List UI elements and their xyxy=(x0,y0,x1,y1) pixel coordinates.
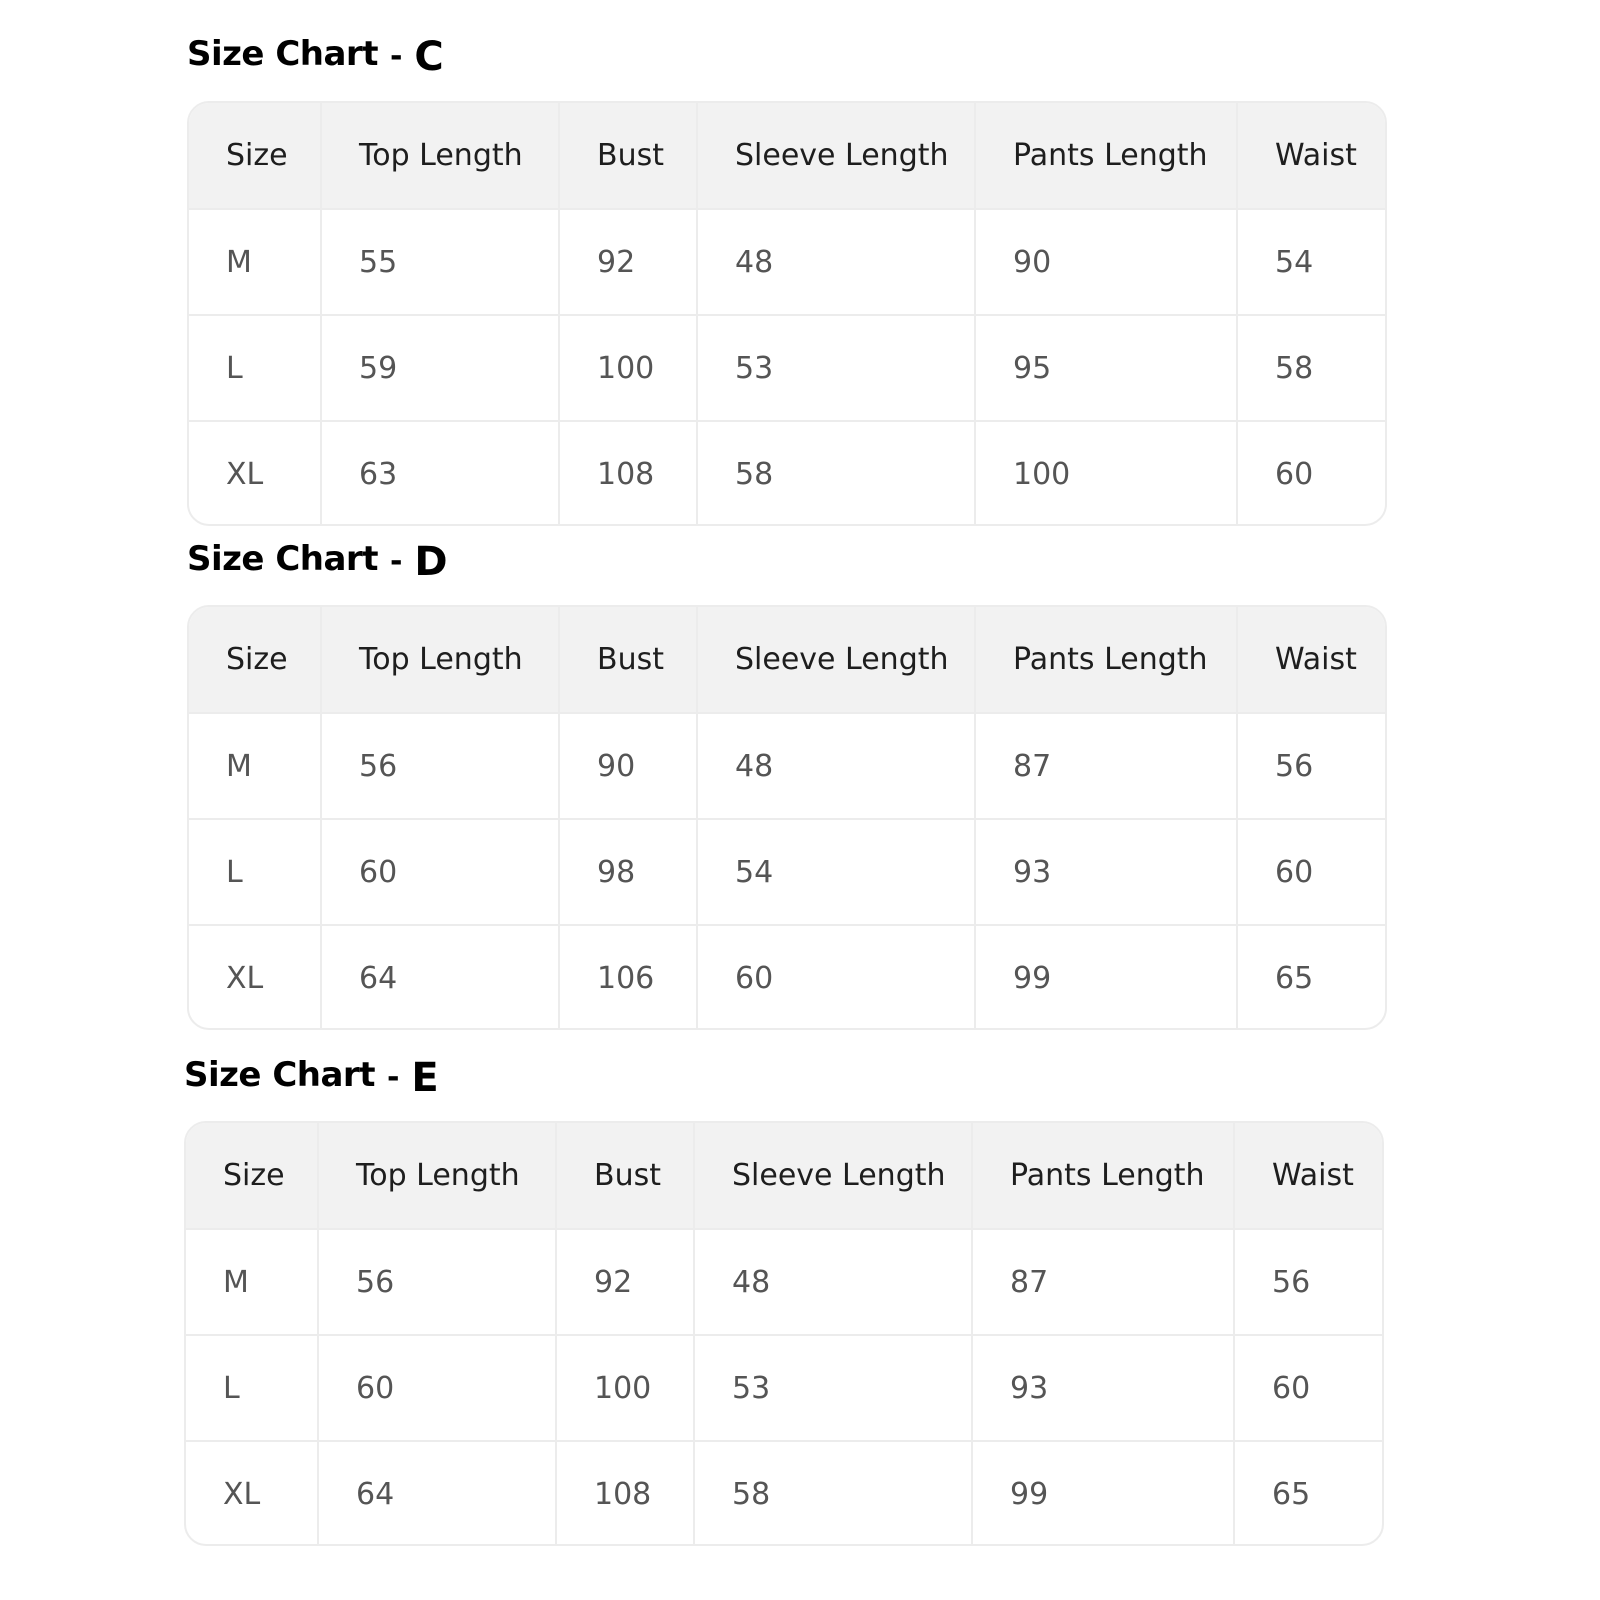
table-header-row xyxy=(186,1123,1384,1229)
cell-waist: 60 xyxy=(1275,457,1314,492)
cell-sleeve-length: 53 xyxy=(694,1335,972,1441)
cell-bust: 92 xyxy=(556,1229,694,1335)
chart-title xyxy=(187,22,444,80)
chart-title-separator: - xyxy=(389,544,403,579)
header-waist: Waist xyxy=(1237,103,1387,209)
table-header-row xyxy=(189,607,1387,713)
cell-size: L xyxy=(189,315,321,421)
cell-waist: 65 xyxy=(1275,961,1314,996)
table-header-row xyxy=(189,103,1387,209)
header-size: Size xyxy=(189,103,321,209)
header-sleeve-length: Sleeve Length xyxy=(697,607,975,713)
cell-waist: 65 xyxy=(1272,1477,1311,1512)
table-row xyxy=(186,1335,1384,1441)
cell-pants-length: 87 xyxy=(975,713,1237,819)
header-sleeve-length: Sleeve Length xyxy=(697,103,975,209)
cell-waist: 58 xyxy=(1237,315,1387,421)
cell-size: M xyxy=(189,713,321,819)
cell-sleeve-length: 60 xyxy=(697,925,975,1030)
cell-top-length: 56 xyxy=(318,1229,556,1335)
cell-sleeve-length: 53 xyxy=(697,315,975,421)
cell-waist: 60 xyxy=(1234,1335,1384,1441)
header-top-length: Top Length xyxy=(321,103,559,209)
size-table xyxy=(187,605,1387,1030)
cell-pants-length: 93 xyxy=(975,819,1237,925)
cell-size: L xyxy=(186,1335,318,1441)
cell-top-length: 60 xyxy=(318,1335,556,1441)
cell-waist: 56 xyxy=(1237,713,1387,819)
cell-bust: 100 xyxy=(559,315,697,421)
header-bust: Bust xyxy=(556,1123,694,1229)
chart-title-text: Size Chart xyxy=(187,539,378,579)
header-bust: Bust xyxy=(559,607,697,713)
cell-bust: 100 xyxy=(556,1335,694,1441)
cell-sleeve-length: 58 xyxy=(694,1441,972,1546)
cell-bust: 98 xyxy=(559,819,697,925)
cell-top-length: 64 xyxy=(318,1441,556,1546)
cell-pants-length: 95 xyxy=(975,315,1237,421)
cell-top-length: 55 xyxy=(321,209,559,315)
table-row xyxy=(186,1441,1384,1546)
cell-pants-length: 87 xyxy=(972,1229,1234,1335)
header-size: Size xyxy=(186,1123,318,1229)
cell-sleeve-length: 54 xyxy=(697,819,975,925)
cell-top-length: 56 xyxy=(321,713,559,819)
cell-pants-length: 93 xyxy=(972,1335,1234,1441)
cell-size: XL xyxy=(186,1441,318,1546)
header-pants-length: Pants Length xyxy=(975,607,1237,713)
chart-title xyxy=(187,527,448,585)
cell-top-length: 59 xyxy=(321,315,559,421)
table-row xyxy=(189,421,1387,526)
cell-sleeve-length: 48 xyxy=(697,209,975,315)
cell-top-length: 60 xyxy=(321,819,559,925)
cell-waist: 54 xyxy=(1237,209,1387,315)
size-table xyxy=(184,1121,1384,1546)
header-waist: Waist xyxy=(1237,607,1387,713)
cell-waist: 56 xyxy=(1234,1229,1384,1335)
cell-bust: 92 xyxy=(559,209,697,315)
header-sleeve-length: Sleeve Length xyxy=(694,1123,972,1229)
header-top-length: Top Length xyxy=(321,607,559,713)
cell-sleeve-length: 48 xyxy=(697,713,975,819)
header-pants-length: Pants Length xyxy=(972,1123,1234,1229)
header-bust: Bust xyxy=(559,103,697,209)
cell-size: L xyxy=(189,819,321,925)
cell-size: XL xyxy=(189,421,321,526)
cell-bust: 108 xyxy=(556,1441,694,1546)
cell-pants-length: 90 xyxy=(975,209,1237,315)
cell-size: XL xyxy=(189,925,321,1030)
chart-title-letter: D xyxy=(414,539,448,585)
cell-bust: 106 xyxy=(559,925,697,1030)
chart-title-text: Size Chart xyxy=(187,34,378,74)
cell-size: M xyxy=(189,209,321,315)
header-pants-length: Pants Length xyxy=(975,103,1237,209)
table-row xyxy=(189,209,1387,315)
cell-bust: 90 xyxy=(559,713,697,819)
chart-title xyxy=(184,1043,439,1101)
table-row xyxy=(189,925,1387,1030)
size-table xyxy=(187,101,1387,526)
chart-title-letter: C xyxy=(414,34,444,80)
table-row xyxy=(189,713,1387,819)
cell-waist: 60 xyxy=(1237,819,1387,925)
header-top-length: Top Length xyxy=(318,1123,556,1229)
chart-title-separator: - xyxy=(386,1060,400,1095)
cell-size: M xyxy=(186,1229,318,1335)
chart-title-text: Size Chart xyxy=(184,1055,375,1095)
chart-title-separator: - xyxy=(389,39,403,74)
table-row xyxy=(189,819,1387,925)
cell-pants-length: 99 xyxy=(972,1441,1234,1546)
cell-top-length: 64 xyxy=(321,925,559,1030)
chart-title-letter: E xyxy=(411,1055,439,1101)
cell-pants-length: 99 xyxy=(975,925,1237,1030)
cell-sleeve-length: 58 xyxy=(697,421,975,526)
table-row xyxy=(189,315,1387,421)
table-row xyxy=(186,1229,1384,1335)
cell-top-length: 63 xyxy=(321,421,559,526)
header-size: Size xyxy=(189,607,321,713)
cell-sleeve-length: 48 xyxy=(694,1229,972,1335)
cell-bust: 108 xyxy=(559,421,697,526)
cell-pants-length: 100 xyxy=(975,421,1237,526)
header-waist: Waist xyxy=(1234,1123,1384,1229)
